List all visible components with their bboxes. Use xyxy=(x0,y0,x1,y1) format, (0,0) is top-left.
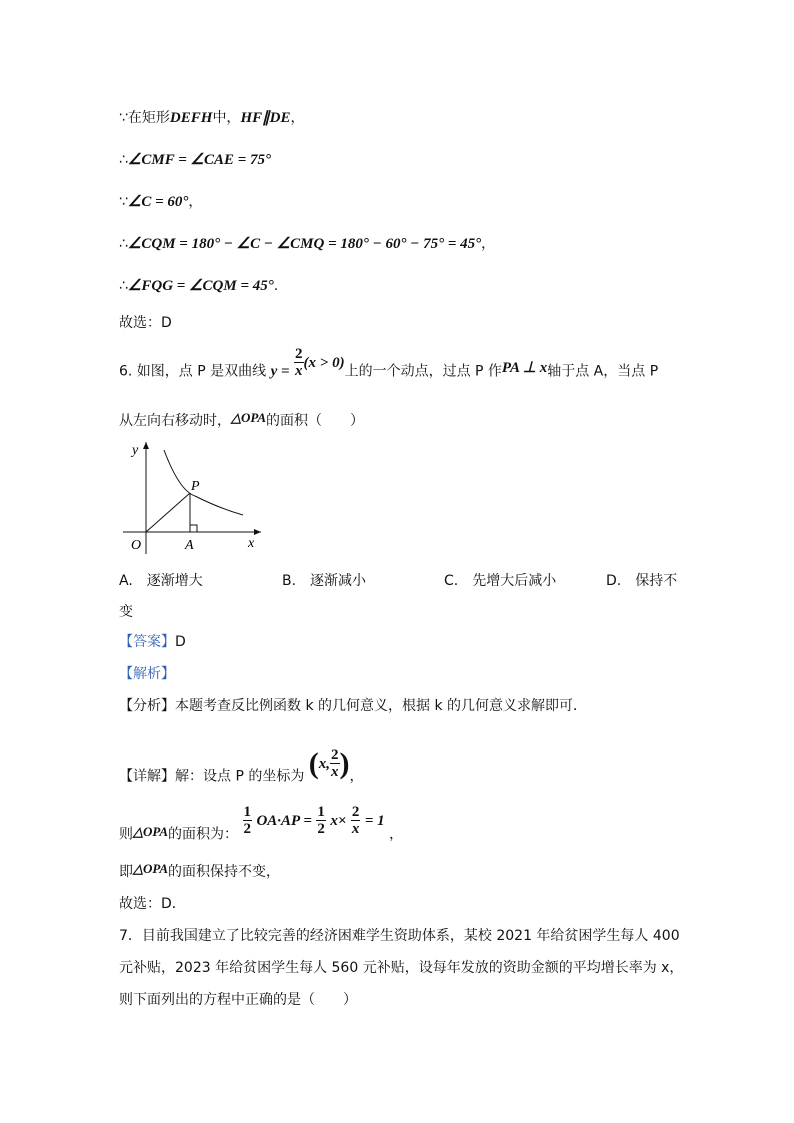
option-d[interactable]: D. 保持不 xyxy=(606,573,678,589)
segment-op xyxy=(146,493,190,532)
label-a: A xyxy=(185,538,194,553)
q6-stem-line-2: 从左向右移动时，△OPA的面积（ ） xyxy=(119,410,365,429)
option-b[interactable]: B. 逐渐减小 xyxy=(282,573,367,589)
fraction: $\frac{2}{x}$ xyxy=(295,346,303,379)
q7-line-1: 7．目前我国建立了比较完善的经济困难学生资助体系，某校 2021 年给贫困学生每人 400 xyxy=(119,928,680,944)
label-y: y xyxy=(132,443,139,458)
option-d-wrap: 变 xyxy=(119,604,133,620)
solution-line-5: ∴∠FQG = ∠CQM = 45°. xyxy=(119,278,279,294)
fraction: $\frac{1}{2}$ xyxy=(243,804,251,837)
q6-stem-line-1: 6. 如图，点 P 是双曲线 y = $\frac{2}{x}$ (x > 0)上的一个动点，过点 P 作PA ⊥ x轴于点 A，当点 P xyxy=(119,346,659,380)
choose-line: 故选：D xyxy=(119,315,172,331)
solution-line-1: ∵在矩形DEFH中，HF∥DE， xyxy=(119,110,305,126)
option-c[interactable]: C. 先增大后减小 xyxy=(444,573,557,589)
keep-line: 即△OPA的面积保持不变， xyxy=(119,861,281,880)
answer-line: 【答案】D xyxy=(119,634,186,650)
solution-line-3: ∵∠C = 60°， xyxy=(119,194,203,210)
answer-tag: 【答案】 xyxy=(119,634,175,650)
q7-line-3: 则下面列出的方程中正确的是（ ） xyxy=(119,992,357,1008)
x-axis-arrow xyxy=(254,529,261,535)
detail-line: 【详解】解：设点 P 的坐标为 (x, $\frac{2}{x}$ )， xyxy=(119,746,364,785)
solution-line-4: ∴∠CQM = 180° − ∠C − ∠CMQ = 180° − 60° − 75° = 45°， xyxy=(119,236,496,252)
y-axis-arrow xyxy=(143,442,149,449)
option-a[interactable]: A. 逐渐增大 xyxy=(119,573,203,589)
hyperbola-figure xyxy=(115,436,265,556)
fraction: $\frac{1}{2}$ xyxy=(317,804,325,837)
label-x: x xyxy=(248,536,255,551)
area-line: 则△OPA的面积为： $\frac{1}{2}$ OA·AP = $\frac{1}{2}$ x× $\frac{2}{x}$ = 1 ， xyxy=(119,804,404,843)
solution-line-2: ∴∠CMF = ∠CAE = 75° xyxy=(119,152,272,168)
fenxi-line: 【分析】本题考查反比例函数 k 的几何意义，根据 k 的几何意义求解即可． xyxy=(119,698,588,714)
fraction: $\frac{2}{x}$ xyxy=(331,747,339,780)
label-o: O xyxy=(131,538,142,553)
analysis-tag: 【解析】 xyxy=(119,666,175,682)
fraction: $\frac{2}{x}$ xyxy=(351,804,360,837)
choose-line-2: 故选：D． xyxy=(119,896,186,912)
right-angle-mark xyxy=(190,525,197,532)
q7-line-2: 元补贴，2023 年给贫困学生每人 560 元补贴，设每年发放的资助金额的平均增长率为 x， xyxy=(119,960,684,976)
label-p: P xyxy=(191,479,200,494)
